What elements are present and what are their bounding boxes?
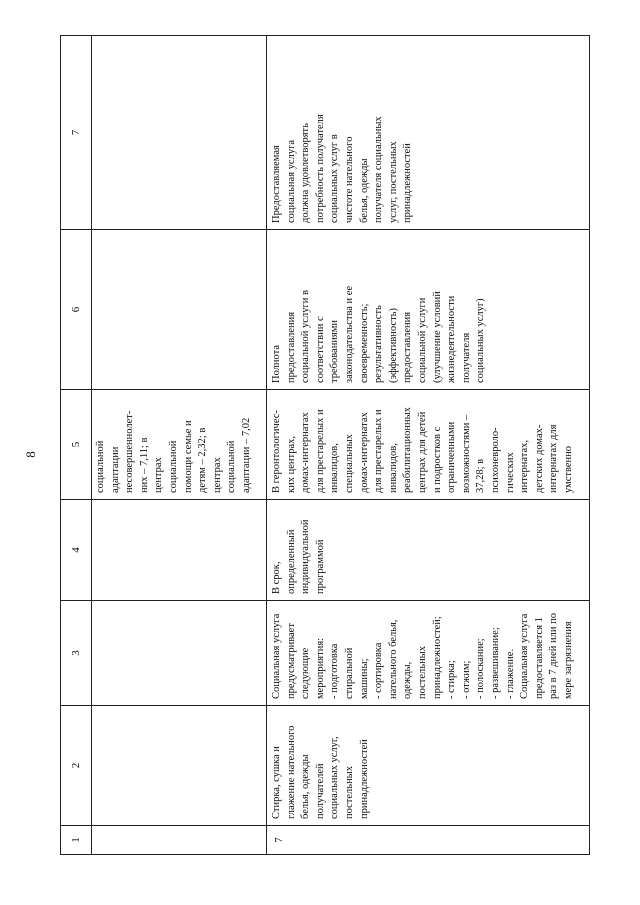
row2-col-7: Предоставляемая социальная услуга должна удовлетворять потребность получателя социальных услуг в чистоте нательного белья, одежды получателя социальных услуг, постельных принадлежностей (271, 114, 414, 223)
row2-col-2: Стирка, сушка и глажение нательного белья, одежды получателей социальных услуг, постельных принадлежностей (267, 705, 589, 825)
table-row (91, 36, 267, 854)
table-row (267, 36, 589, 854)
services-table (60, 35, 590, 855)
rotated-table-viewport (60, 35, 590, 855)
header-col-3: 3 (61, 600, 91, 705)
row1-col-3 (91, 600, 266, 705)
header-col-6: 6 (61, 229, 91, 389)
row1-col-2 (91, 705, 266, 825)
row1-col-7 (91, 36, 266, 229)
row2-col-4: В срок, определенный индивидуальной программой (267, 499, 589, 600)
table-header-row (61, 36, 92, 854)
header-col-7: 7 (70, 129, 82, 136)
header-col-4: 4 (61, 499, 91, 600)
row2-col-3: Социальная услуга предусматривает следующие мероприятия: - подготовка стиральной машины; - сортировка нательного белья, одежды, постельных принадлежностей; - стирка; - отжим; - полоскание; - развешивание; - глажение. Социальная услуга предоставляется 1 раз в 7 дней или по мере загрязнения (267, 600, 589, 705)
row2-col-6: Полнота предоставления социальной услуги в соответствии с требованиями законодательства и ее своевременность; результативность (эффективность) предоставления социальной услуги (улучшение условий жизнедеятельности получателя социальных услуг) (267, 229, 589, 389)
row1-col-4 (91, 499, 266, 600)
header-col-2: 2 (61, 705, 91, 825)
row2-col-5: В геронтологичес- ких центрах, домах-интернатах для престарелых и инвалидов, специальных домах-интернатах для престарелых и инвалидов, реабилитационных центрах для детей и подростков с ограниченными возможностями – 37,28; в психоневроло- гических интернатах, детских домах- интернатах для умственно (267, 389, 589, 499)
row1-col-5: социальной адаптации несовершеннолет- них – 7,11; в центрах социальной помощи семье и детям – 2,32; в центрах социальной адаптации – 7,02 (91, 389, 266, 499)
header-col-5: 5 (61, 389, 91, 499)
header-col-1: 1 (61, 825, 91, 854)
row1-col-6 (91, 229, 266, 389)
row1-col-1 (91, 825, 266, 854)
page-number: 8 (22, 451, 38, 458)
row2-col-1: 7 (267, 825, 589, 854)
